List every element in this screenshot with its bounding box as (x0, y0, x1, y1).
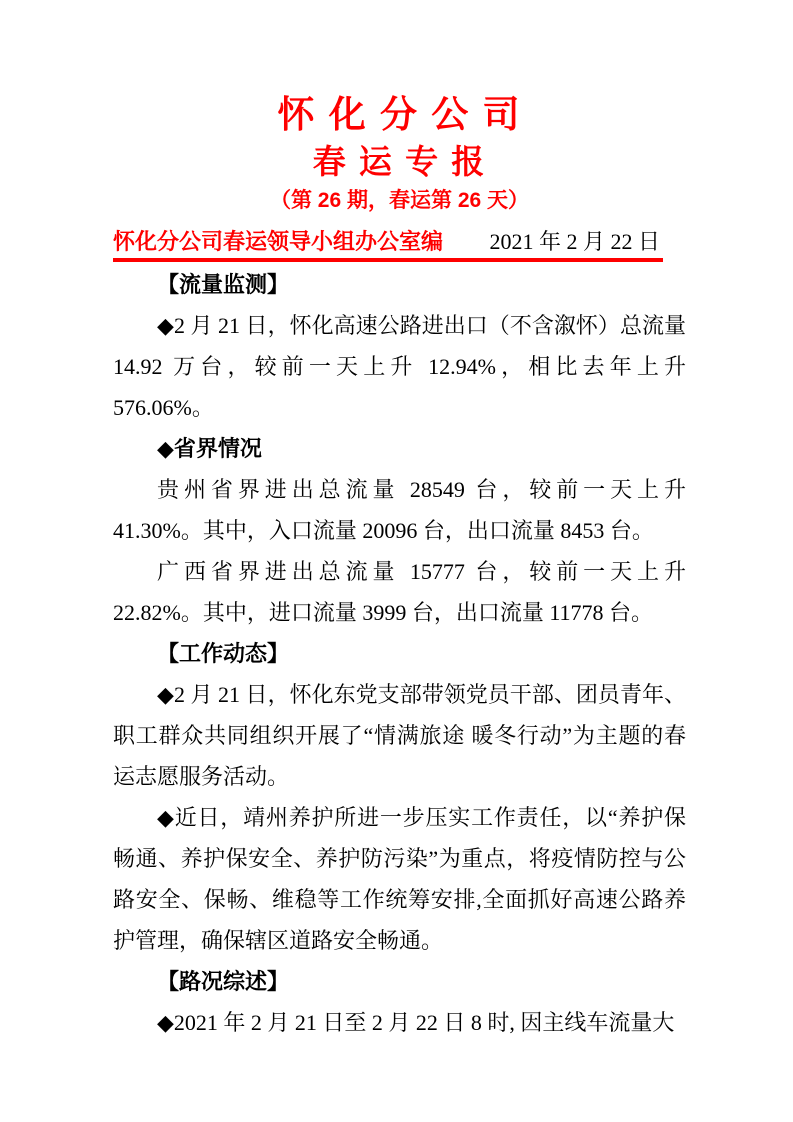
red-divider (113, 258, 663, 262)
issue-info: （第 26 期，春运第 26 天） (269, 189, 530, 212)
paragraph: ◆近日，靖州养护所进一步压实工作责任，以“养护保畅通、养护保安全、养护防污染”为重点，将疫情防控与公路安全、保畅、维稳等工作统筹安排,全面抓好高速公路养护管理，确保辖区道路安全畅通。 (113, 805, 686, 953)
paragraph: 广西省界进出总流量 15777 台，较前一天上升 22.82%。其中，进口流量 3999 台，出口流量 11778 台。 (113, 559, 686, 625)
section-subheading: ◆省界情况 (157, 436, 262, 461)
doc-title-report: 春 运 专 报 (312, 143, 487, 180)
editor-label: 怀化分公司春运领导小组办公室编 (113, 229, 444, 254)
paragraph: ◆2 月 21 日，怀化高速公路进出口（不含溆怀）总流量 14.92 万台，较前一天上升 12.94%，相比去年上升 576.06%。 (113, 313, 686, 420)
paragraph: 贵州省界进出总流量 28549 台，较前一天上升 41.30%。其中，入口流量 20096 台，出口流量 8453 台。 (113, 477, 686, 543)
document-body (113, 264, 686, 1043)
doc-title-company: 怀 化 分 公 司 (277, 94, 522, 135)
issue-date: 2021 年 2 月 22 日 (489, 229, 660, 254)
section-heading: 【流量监测】 (157, 272, 290, 297)
section-heading: 【工作动态】 (157, 641, 290, 666)
masthead-byline (113, 228, 686, 256)
paragraph: ◆2 月 21 日，怀化东党支部带领党员干部、团员青年、职工群众共同组织开展了“情满旅途 暖冬行动”为主题的春运志愿服务活动。 (113, 682, 686, 789)
section-heading: 【路况综述】 (157, 969, 290, 994)
paragraph: ◆2021 年 2 月 21 日至 2 月 22 日 8 时, 因主线车流量大 (157, 1010, 675, 1035)
